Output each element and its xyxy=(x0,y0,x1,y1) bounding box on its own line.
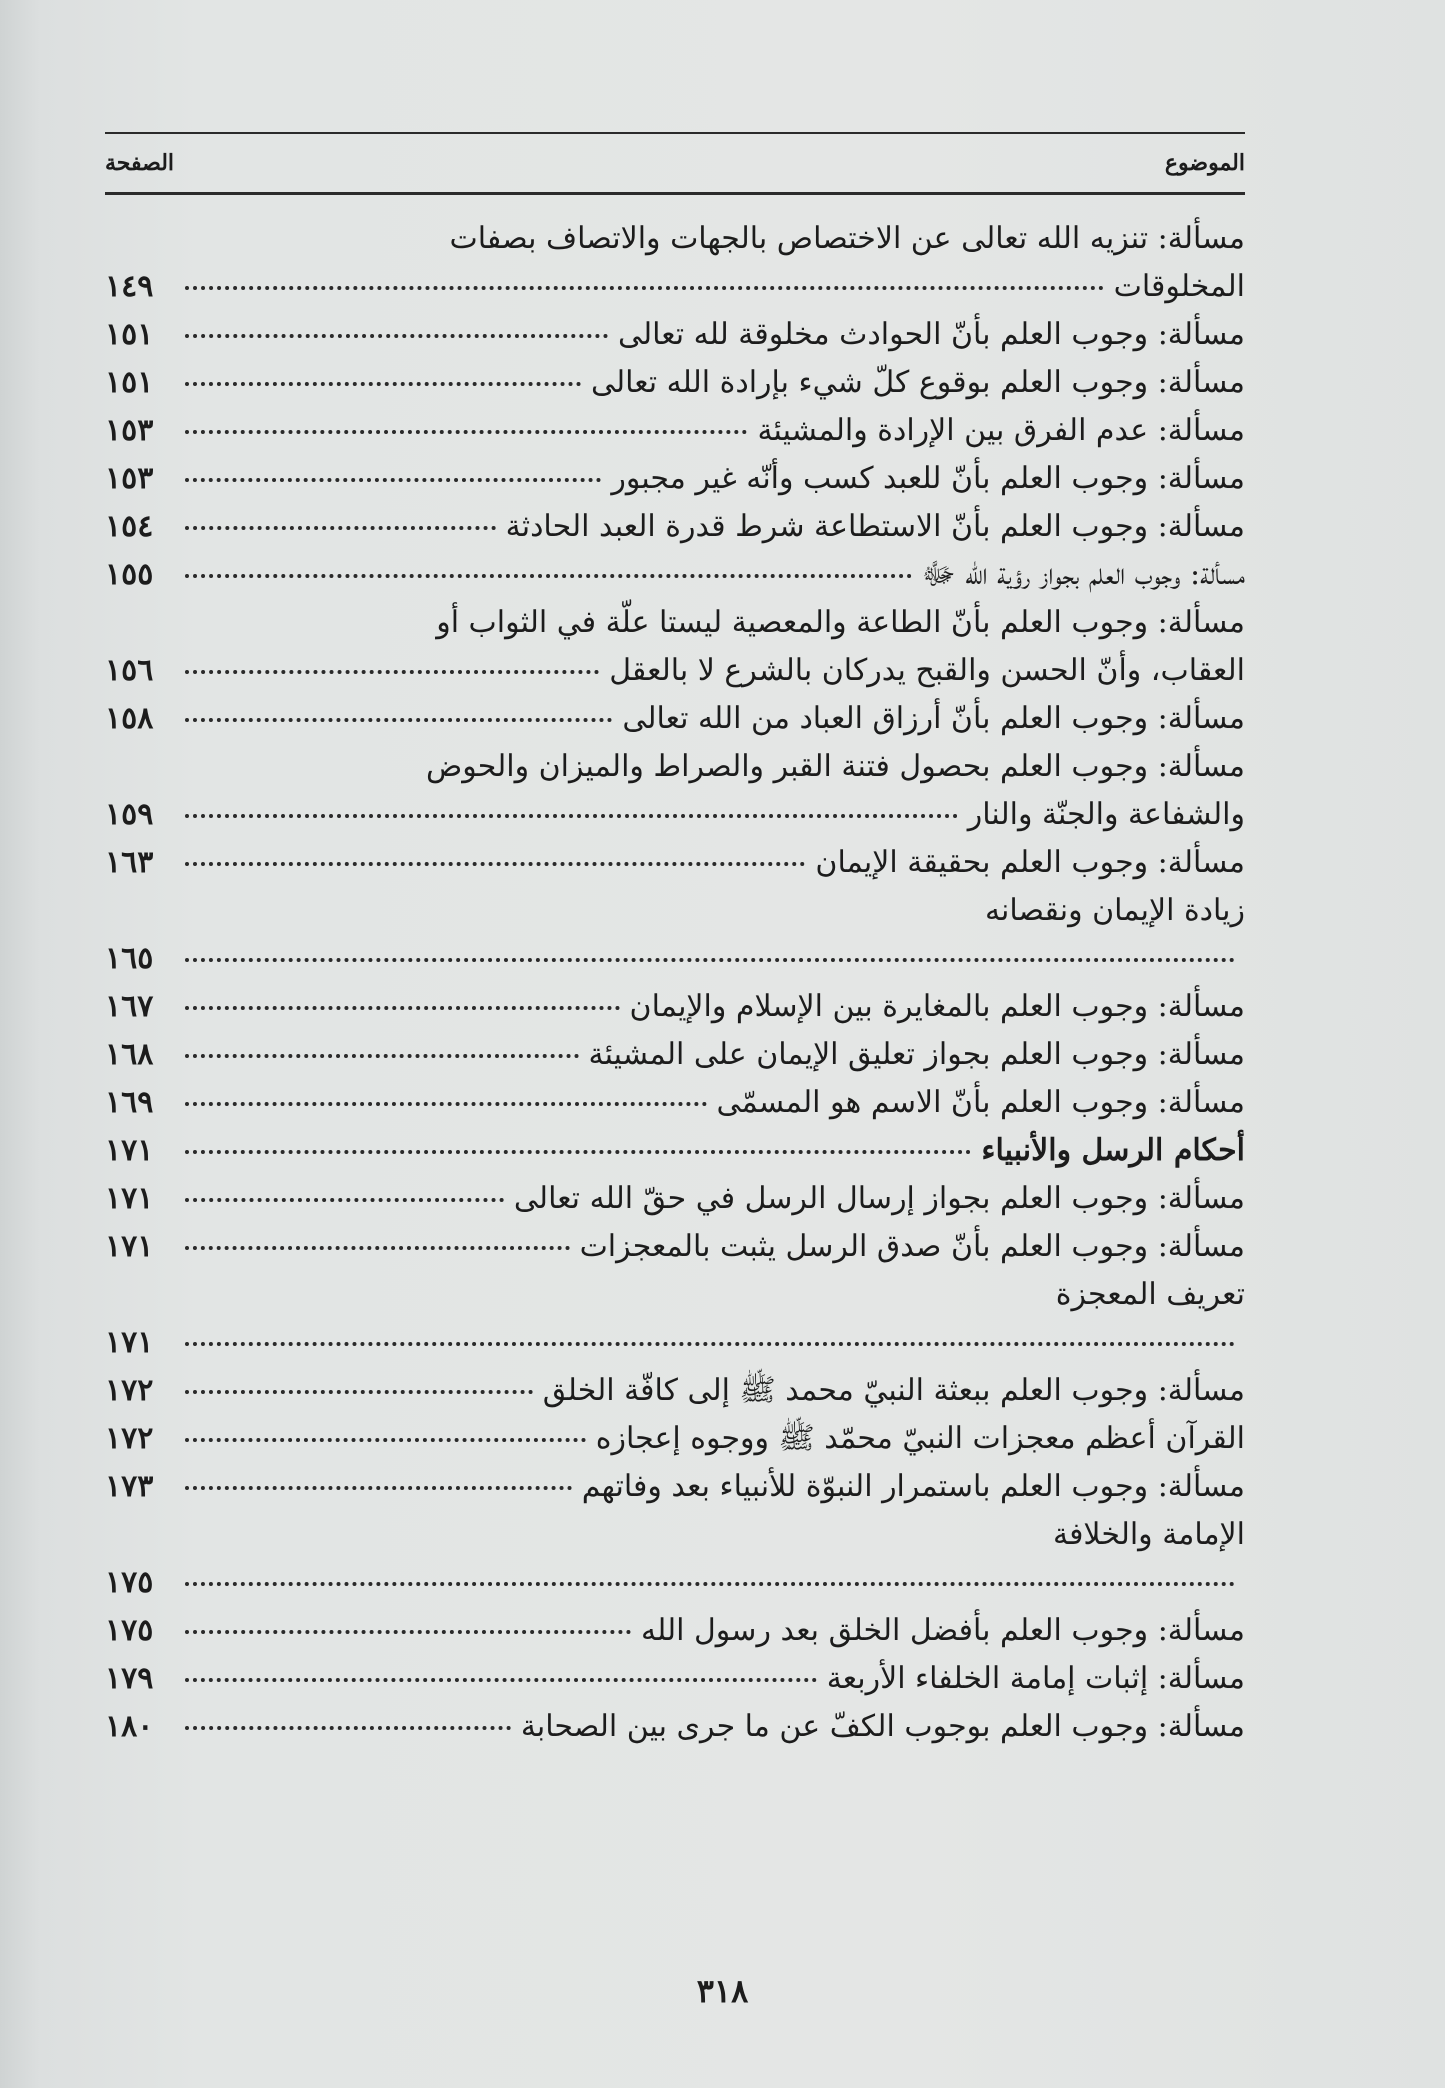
subject-column-label: الموضوع xyxy=(1164,150,1245,176)
toc-page-number: ١٧٢ xyxy=(105,1373,154,1408)
toc-entry-text: مسألة: وجوب العلم ببعثة النبيّ محمد ﷺ إلى كافّة الخلق xyxy=(542,1373,1245,1408)
dot-leader xyxy=(185,862,805,866)
dot-leader xyxy=(185,1486,572,1490)
toc-entry-text: مسألة: تنزيه الله تعالى عن الاختصاص بالجهات والاتصاف بصفات xyxy=(449,221,1245,256)
toc-entry-text: مسألة: وجوب العلم بالمغايرة بين الإسلام والإيمان xyxy=(629,989,1245,1024)
toc-header xyxy=(105,134,1245,192)
toc-page-number: ١٥٦ xyxy=(105,653,154,688)
toc-page-number: ١٧٣ xyxy=(105,1469,154,1504)
toc-entry[interactable] xyxy=(105,743,1245,839)
toc-entry-text: مسألة: وجوب العلم بوجوب الكفّ عن ما جرى بين الصحابة xyxy=(520,1709,1245,1744)
toc-entry-text: مسألة: وجوب العلم بأنّ صدق الرسل يثبت بالمعجزات xyxy=(579,1229,1245,1264)
dot-leader xyxy=(185,1342,1235,1346)
toc-page-number: ١٥١ xyxy=(105,365,154,400)
toc-entry-text: أحكام الرسل والأنبياء xyxy=(981,1133,1245,1168)
dot-leader xyxy=(185,1054,579,1058)
dot-leader xyxy=(185,1438,586,1442)
toc-entry[interactable] xyxy=(105,311,1245,359)
page-number: ٣١٨ xyxy=(696,1972,749,2010)
toc-entry[interactable] xyxy=(105,1031,1245,1079)
toc-page-number: ١٧٥ xyxy=(105,1565,154,1600)
toc-entry-text: مسألة: وجوب العلم بجواز إرسال الرسل في حقّ الله تعالى xyxy=(513,1181,1245,1216)
dot-leader xyxy=(185,1726,511,1730)
toc-entry[interactable] xyxy=(105,1415,1245,1463)
toc-page xyxy=(105,132,1245,1751)
dot-leader xyxy=(185,526,496,530)
header-bottom-rule xyxy=(105,192,1245,195)
dot-leader xyxy=(185,1198,504,1202)
toc-entry-text: مسألة: وجوب العلم بحقيقة الإيمان xyxy=(815,845,1245,880)
toc-entry-text: مسألة: وجوب العلم بأنّ الاستطاعة شرط قدرة العبد الحادثة xyxy=(505,509,1245,544)
toc-page-number: ١٧١ xyxy=(105,1133,154,1168)
toc-entry[interactable] xyxy=(105,1271,1245,1367)
toc-entry-text: مسألة: وجوب العلم بوقوع كلّ شيء بإرادة الله تعالى xyxy=(590,365,1245,400)
dot-leader xyxy=(185,670,599,674)
toc-entries xyxy=(105,215,1245,1751)
toc-page-number: ١٥٩ xyxy=(105,797,154,832)
toc-page-number: ١٦٣ xyxy=(105,845,154,880)
toc-page-number: ١٧١ xyxy=(105,1181,154,1216)
toc-page-number: ١٤٩ xyxy=(105,269,154,304)
toc-entry-text: تعريف المعجزة xyxy=(1055,1277,1245,1312)
toc-entry-text: مسألة: وجوب العلم بأنّ الحوادث مخلوقة لله تعالى xyxy=(617,317,1245,352)
toc-entry-text: القرآن أعظم معجزات النبيّ محمّد ﷺ ووجوه إعجازه xyxy=(595,1421,1245,1456)
toc-entry[interactable] xyxy=(105,887,1245,983)
dot-leader xyxy=(185,958,1235,962)
dot-leader xyxy=(185,334,608,338)
toc-entry[interactable] xyxy=(105,983,1245,1031)
toc-entry[interactable] xyxy=(105,1703,1245,1751)
toc-page-number: ١٦٥ xyxy=(105,941,154,976)
dot-leader xyxy=(185,1246,570,1250)
toc-page-number: ١٦٨ xyxy=(105,1037,154,1072)
toc-page-number: ١٥١ xyxy=(105,317,154,352)
toc-entry-text: مسألة: وجوب العلم بحصول فتنة القبر والصراط والميزان والحوض xyxy=(425,749,1245,784)
toc-entry-text: مسألة: وجوب العلم بأفضل الخلق بعد رسول الله xyxy=(640,1613,1245,1648)
toc-page-number: ١٥٤ xyxy=(105,509,154,544)
toc-entry-text: مسألة: وجوب العلم بأنّ الاسم هو المسمّى xyxy=(716,1085,1245,1120)
toc-entry[interactable] xyxy=(105,1175,1245,1223)
toc-entry-text: مسألة: وجوب العلم بأنّ أرزاق العباد من الله تعالى xyxy=(622,701,1245,736)
dot-leader xyxy=(185,1678,817,1682)
toc-entry-text: المخلوقات xyxy=(1113,269,1245,304)
toc-entry[interactable] xyxy=(105,503,1245,551)
toc-entry-text: مسألة: وجوب العلم بجواز تعليق الإيمان على المشيئة xyxy=(588,1037,1245,1072)
toc-page-number: ١٦٧ xyxy=(105,989,154,1024)
dot-leader xyxy=(185,478,601,482)
dot-leader xyxy=(185,286,1104,290)
toc-entry-text: الإمامة والخلافة xyxy=(1053,1517,1245,1552)
dot-leader xyxy=(185,1150,971,1154)
dot-leader xyxy=(185,1582,1235,1586)
toc-page-number: ١٥٣ xyxy=(105,461,154,496)
toc-page-number: ١٧١ xyxy=(105,1325,154,1360)
toc-entry[interactable] xyxy=(105,215,1245,311)
toc-entry-text: العقاب، وأنّ الحسن والقبح يدركان بالشرع لا بالعقل xyxy=(609,653,1245,688)
toc-entry[interactable] xyxy=(105,551,1245,599)
toc-page-number: ١٥٥ xyxy=(105,557,154,592)
toc-section-heading[interactable] xyxy=(105,1511,1245,1607)
toc-entry[interactable] xyxy=(105,1367,1245,1415)
page-column-label: الصفحة xyxy=(105,150,175,176)
toc-entry[interactable] xyxy=(105,1079,1245,1127)
dot-leader xyxy=(185,1390,533,1394)
toc-entry-text: والشفاعة والجنّة والنار xyxy=(967,797,1245,832)
dot-leader xyxy=(185,430,747,434)
toc-page-number: ١٥٣ xyxy=(105,413,154,448)
toc-entry-text: مسألة: إثبات إمامة الخلفاء الأربعة xyxy=(826,1661,1245,1696)
toc-entry[interactable] xyxy=(105,839,1245,887)
toc-entry[interactable] xyxy=(105,1607,1245,1655)
toc-page-number: ١٧٥ xyxy=(105,1613,154,1648)
dot-leader xyxy=(185,814,958,818)
toc-entry-text: مسألة: وجوب العلم بأنّ الطاعة والمعصية ليستا علّة في الثواب أو xyxy=(436,605,1245,640)
toc-section-heading[interactable] xyxy=(105,1127,1245,1175)
toc-entry-text: زيادة الإيمان ونقصانه xyxy=(984,893,1245,928)
toc-entry-text: مسألة: وجوب العلم بجواز رؤية الله ﷻ xyxy=(921,557,1245,592)
toc-entry[interactable] xyxy=(105,455,1245,503)
toc-entry-text: مسألة: وجوب العلم بأنّ للعبد كسب وأنّه غير مجبور xyxy=(611,461,1245,496)
toc-entry[interactable] xyxy=(105,407,1245,455)
dot-leader xyxy=(185,1630,631,1634)
toc-page-number: ١٧٩ xyxy=(105,1661,154,1696)
toc-page-number: ١٧١ xyxy=(105,1229,154,1264)
dot-leader xyxy=(185,382,581,386)
toc-entry[interactable] xyxy=(105,1655,1245,1703)
toc-entry[interactable] xyxy=(105,1223,1245,1271)
toc-page-number: ١٧٢ xyxy=(105,1421,154,1456)
toc-entry-text: مسألة: وجوب العلم باستمرار النبوّة للأنبياء بعد وفاتهم xyxy=(581,1469,1245,1504)
dot-leader xyxy=(185,1102,707,1106)
toc-entry-text: مسألة: عدم الفرق بين الإرادة والمشيئة xyxy=(757,413,1245,448)
dot-leader xyxy=(185,1006,620,1010)
toc-page-number: ١٥٨ xyxy=(105,701,154,736)
toc-page-number: ١٦٩ xyxy=(105,1085,154,1120)
toc-entry[interactable] xyxy=(105,695,1245,743)
toc-entry[interactable] xyxy=(105,599,1245,695)
dot-leader xyxy=(185,718,612,722)
toc-entry[interactable] xyxy=(105,1463,1245,1511)
dot-leader xyxy=(185,574,912,578)
toc-page-number: ١٨٠ xyxy=(105,1709,154,1744)
toc-entry[interactable] xyxy=(105,359,1245,407)
